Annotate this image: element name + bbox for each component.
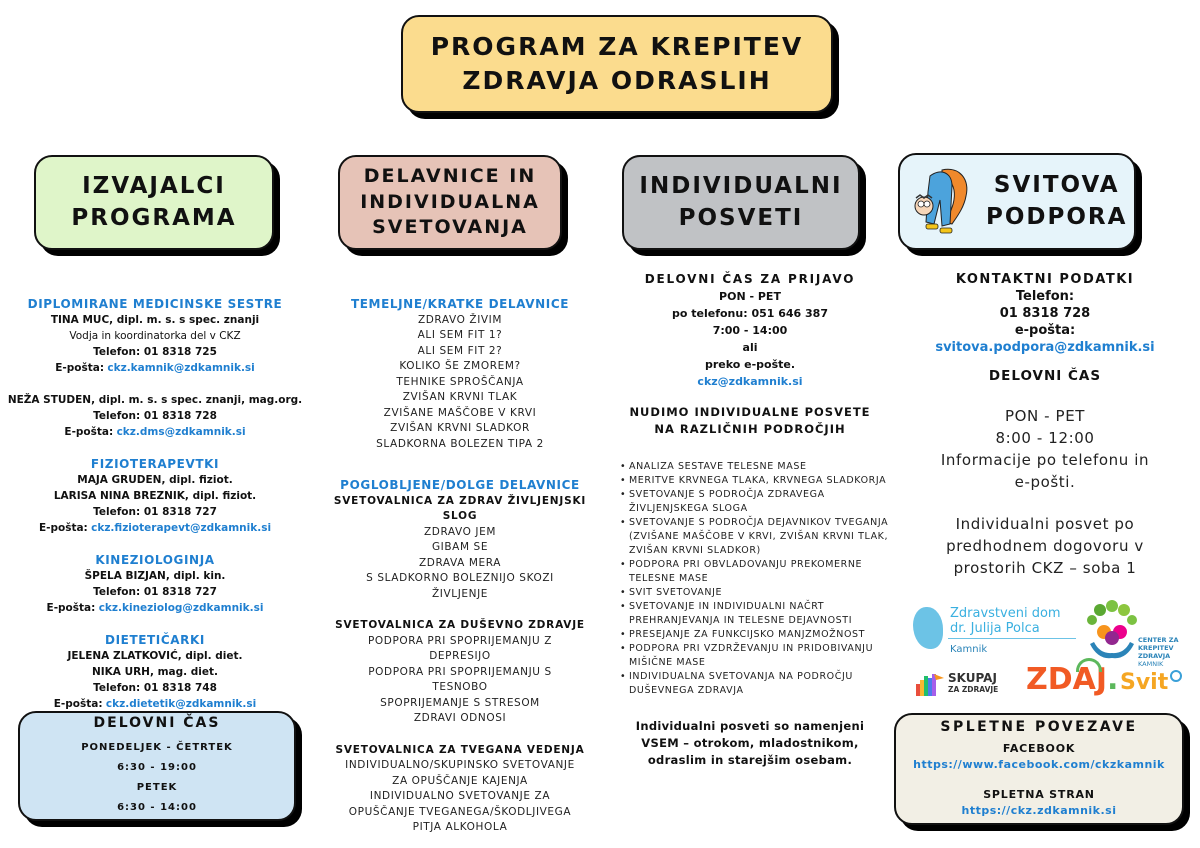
working-hours-title: DELOVNI ČAS [93,714,221,731]
svit-hours-title: DELOVNI ČAS [988,368,1102,384]
workshop-item: ZA OPUŠČANJE KAJENJA [392,774,528,787]
workshop-item: PODPORA PRI SPOPRIJEMANJU Z [367,634,553,647]
workshop-item: ZVIŠANE MAŠČOBE V KRVI [383,406,537,419]
person-name: NIKA URH, mag. diet. [91,666,219,678]
hours-time-2: 6:30 - 14:00 [117,801,197,813]
header-svit-line2: PODPORA [986,203,1128,230]
phone-label: Telefon: [1015,289,1075,304]
header-individualni [622,155,860,250]
svetovalnica-title: SVETOVALNICA ZA ZDRAV ŽIVLJENJSKI [333,494,587,507]
header-delavnice [338,155,562,250]
partner-logos [910,596,1195,706]
email-link[interactable]: ckz.dietetik@zdkamnik.si [105,698,257,710]
header-svit [898,153,1136,250]
person-phone: Telefon: 01 8318 727 [93,506,217,518]
workshop-item: SLADKORNA BOLEZEN TIPA 2 [376,437,544,450]
individualni-column [606,271,894,769]
svit-info-line2: e-pošti. [1014,473,1076,491]
person-name: JELENA ZLATKOVIĆ, dipl. diet. [67,650,243,662]
email-label: E-pošta: [55,362,105,374]
service-item: • SVIT SVETOVANJE [620,586,894,600]
zd-logo-line2: dr. Julija Polca [950,621,1040,636]
header-delavnice-line1: DELAVNICE IN [363,165,537,188]
header-svit-line1: SVITOVA [993,172,1120,199]
service-item: • MERITVE KRVNEGA TLAKA, KRVNEGA SLADKORJA [620,474,894,488]
workshop-item: PITJA ALKOHOLA [412,821,508,833]
header-individualni-line2: POSVETI [678,204,804,231]
nudimo-title-1: NUDIMO INDIVIDUALNE POSVETE [629,405,871,419]
svit-email-link[interactable]: svitova.podpora@zdkamnik.si [935,340,1155,355]
group-title: FIZIOTERAPEVTKI [90,457,220,471]
workshop-item: OPUŠČANJE TVEGANEGA/ŠKODLJIVEGA [348,805,572,818]
person-phone: Telefon: 01 8318 725 [93,346,217,358]
workshop-item: PODPORA PRI SPOPRIJEMANJU S [368,665,552,678]
registration-email-prefix: preko e-pošte. [704,358,796,371]
services-list [620,460,894,698]
skupaj-logo-text: SKUPAJ ZA ZDRAVJE [948,671,999,694]
header-izvajalci [34,155,274,250]
zd-kamnik-logo [910,602,1078,662]
hours-time-1: 6:30 - 19:00 [117,761,197,773]
workshop-item: DEPRESIJO [429,650,491,662]
audience-note-line3: odraslim in starejšim osebam. [647,753,853,767]
registration-days: PON - PET [719,290,781,303]
hours-days-2: PETEK [136,781,178,793]
header-delavnice-line3: SVETOVANJA [372,216,528,239]
email-link[interactable]: ckz.kineziolog@zdkamnik.si [98,602,264,614]
workshop-item: ZVIŠAN KRVNI SLADKOR [390,422,530,434]
email-label: E-pošta: [46,602,96,614]
web-links-title: SPLETNE POVEZAVE [940,719,1138,735]
workshop-item: ZDRAVI ODNOSI [413,712,507,724]
email-label: E-pošta: [38,522,88,534]
registration-hours-title: DELOVNI ČAS ZA PRIJAVO [644,272,856,286]
workshop-item: TESNOBO [432,681,488,693]
service-item: • SVETOVANJE S PODROČJA DEJAVNIKOV TVEGANJA (ZVIŠANE MAŠČOBE V KRVI, ZVIŠAN KRVNI TLAK, ZVIŠAN KRVNI SLADKOR) [620,516,894,558]
contact-title: KONTAKTNI PODATKI [955,272,1135,287]
person-name: NEŽA STUDEN, dipl. m. s. s spec. znanji, mag.org. [7,394,303,406]
skupaj-za-zdravje-logo [914,666,1014,700]
temeljne-title: TEMELJNE/KRATKE DELAVNICE [350,297,570,311]
workshop-item: ZDRAVO ŽIVIM [417,313,503,326]
person-role: Vodja in koordinatorka del v CKZ [69,330,241,342]
audience-note [606,718,894,769]
poglobljene-title: POGLOBLJENE/DOLGE DELAVNICE [340,478,580,492]
workshop-item: ZVIŠAN KRVNI TLAK [402,391,518,403]
facebook-link[interactable]: https://www.facebook.com/ckzkamnik [913,758,1165,771]
workshop-item: ALI SEM FIT 2? [417,344,503,357]
workshop-item: ZDRAVA MERA [418,556,502,569]
header-delavnice-line2: INDIVIDUALNA [360,190,540,213]
program-title-line2: ZDRAVJA ODRASLIH [462,66,772,95]
phone-number: 01 8318 728 [999,306,1091,321]
ckz-logo-text: CENTER ZA KREPITEV ZDRAVJA KAMNIK [1138,636,1179,668]
person-phone: Telefon: 01 8318 748 [93,682,217,694]
magnifier-icon [1170,670,1182,682]
group-title: DIETETIČARKI [105,633,205,647]
working-hours-box [18,711,296,821]
zd-logo-line3: Kamnik [950,644,988,655]
email-label: E-pošta: [53,698,103,710]
web-links-box [894,713,1184,825]
head-silhouette-icon [913,607,943,649]
svit-note-line2: predhodnem dogovoru v [946,537,1144,555]
service-item: • SVETOVANJE IN INDIVIDUALNI NAČRT PREHRANJEVANJA IN TELESNE DEJAVNOSTI [620,600,894,628]
website-link[interactable]: https://ckz.zdkamnik.si [961,804,1117,817]
svit-note-line3: prostorih CKZ – soba 1 [953,559,1137,577]
audience-note-line2: VSEM – otrokom, mladostnikom, [641,736,859,750]
group-kineziologinja [2,552,308,616]
program-title-box [401,15,833,113]
registration-email-link[interactable]: ckz@zdkamnik.si [697,375,803,388]
svit-time: 8:00 - 12:00 [995,429,1095,447]
program-title-line1: PROGRAM ZA KREPITEV [430,32,804,62]
email-label: e-pošta: [1014,323,1076,338]
group-fizioterapevtki [2,456,308,536]
registration-phone: po telefonu: 051 646 387 [672,307,828,320]
temeljne-list [312,313,608,453]
ckz-kamnik-logo [1078,596,1195,668]
person-phone: Telefon: 01 8318 728 [93,410,217,422]
service-item: • INDIVIDUALNA SVETOVANJA NA PODROČJU DUŠEVNEGA ZDRAVJA [620,670,894,698]
toucan-icon [914,670,944,698]
workshop-item: S SLADKORNO BOLEZNIJO SKOZI [366,572,554,584]
email-label: E-pošta: [64,426,114,438]
workshop-item: ZDRAVO JEM [423,525,497,538]
facebook-label: FACEBOOK [1002,742,1076,755]
workshop-item: TEHNIKE SPROŠČANJA [396,375,524,388]
person-name: LARISA NINA BREZNIK, dipl. fiziot. [53,490,257,502]
header-individualni-line1: INDIVIDUALNI [639,173,843,200]
workshop-item: INDIVIDUALNO/SKUPINSKO SVETOVANJE [345,759,575,771]
nudimo-title-2: NA RAZLIČNIH PODROČJIH [654,422,846,436]
tree-hands-icon [1084,596,1140,666]
header-izvajalci-line1: IZVAJALCI [82,173,226,200]
workshop-item: ALI SEM FIT 1? [417,329,503,341]
svetovalnica-title: SVETOVALNICA ZA TVEGANA VEDENJA [335,743,585,756]
registration-or: ali [742,341,758,354]
group-medicinske-sestre [2,296,308,440]
hours-days-1: PONEDELJEK - ČETRTEK [81,741,233,753]
header-izvajalci-line2: PROGRAMA [71,204,237,231]
email-link[interactable]: ckz.fizioterapevt@zdkamnik.si [91,522,272,534]
workshop-item: ŽIVLJENJE [431,587,489,600]
svetovalnica-title: SVETOVALNICA ZA DUŠEVNO ZDRAVJE [335,619,585,631]
service-item: • PRESEJANJE ZA FUNKCIJSKO MANJZMOŽNOST [620,628,894,642]
email-link[interactable]: ckz.dms@zdkamnik.si [116,426,246,438]
zd-logo-line1: Zdravstveni dom [950,606,1061,621]
cartoon-man-bending-icon [912,162,974,242]
person-name: TINA MUC, dipl. m. s. s spec. znanji [50,314,260,326]
izvajalci-column [2,296,308,728]
workshop-item: INDIVIDUALNO SVETOVANJE ZA [369,790,551,802]
service-item: • PODPORA PRI VZDRŽEVANJU IN PRIDOBIVANJU MIŠIČNE MASE [620,642,894,670]
service-item: • PODPORA PRI OBVLADOVANJU PREKOMERNE TELESNE MASE [620,558,894,586]
service-item: • SVETOVANJE S PODROČJA ZDRAVEGA ŽIVLJENJSKEGA SLOGA [620,488,894,516]
svit-logo: Svit [1120,670,1182,695]
workshop-item: KOLIKO ŠE ZMOREM? [399,360,521,372]
svit-column [890,271,1200,579]
website-label: SPLETNA STRAN [983,788,1095,801]
person-name: MAJA GRUDEN, dipl. fiziot. [77,474,233,486]
group-dieteticarki [2,632,308,712]
zdaj-logo: ZDAJ. [1026,662,1118,697]
workshop-item: GIBAM SE [431,541,489,553]
email-link[interactable]: ckz.kamnik@zdkamnik.si [107,362,255,374]
registration-time: 7:00 - 14:00 [712,324,788,337]
delavnice-column [312,297,608,836]
person-phone: Telefon: 01 8318 727 [93,586,217,598]
audience-note-line1: Individualni posveti so namenjeni [635,719,865,733]
svetovalnica-title-cont: SLOG [442,510,478,522]
svit-note-line1: Individualni posvet po [955,515,1135,533]
workshop-item: SPOPRIJEMANJE S STRESOM [380,696,540,709]
service-item: • ANALIZA SESTAVE TELESNE MASE [620,460,894,474]
svit-days: PON - PET [1004,407,1086,425]
svit-info-line1: Informacije po telefonu in [940,451,1150,469]
person-name: ŠPELA BIZJAN, dipl. kin. [84,570,226,582]
group-title: DIPLOMIRANE MEDICINSKE SESTRE [27,297,283,311]
group-title: KINEZIOLOGINJA [95,553,215,567]
